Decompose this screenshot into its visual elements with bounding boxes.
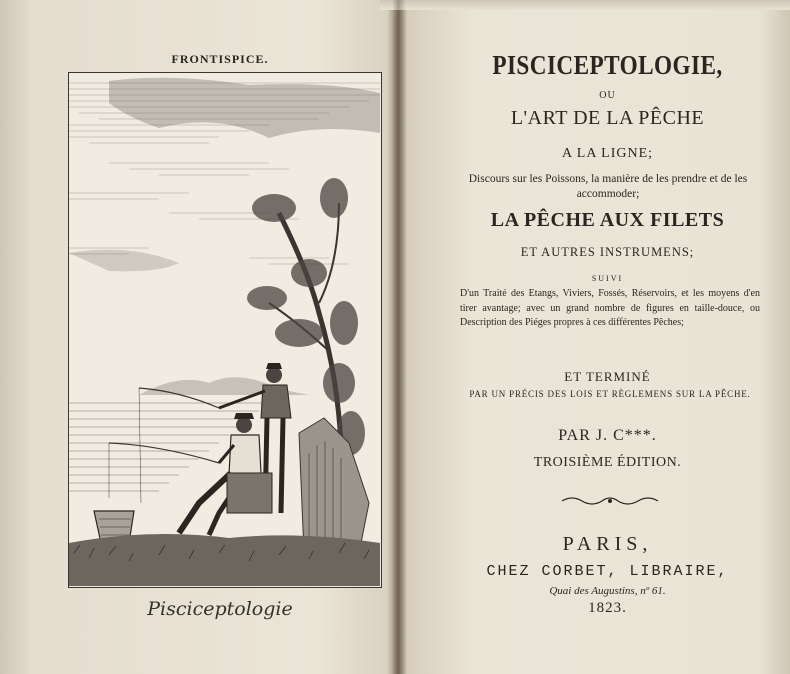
ornament-icon	[560, 495, 660, 507]
imprint-publisher: CHEZ CORBET, LIBRAIRE,	[486, 563, 729, 580]
subtitle-line2: A LA LIGNE;	[561, 146, 654, 161]
frontispiece-caption: Pisciceptologie	[147, 598, 293, 620]
discours-text: Discours sur les Poissons, la manière de les prendre et de les accommoder;	[468, 173, 748, 200]
title-page	[405, 0, 790, 674]
termine-label: ET TERMINÉ	[564, 369, 651, 384]
edition-line: TROISIÈME ÉDITION.	[533, 455, 682, 470]
frontispiece-plate	[68, 72, 382, 588]
frontispice-label: FRONTISPICE.	[171, 52, 269, 66]
book-title: PISCICEPTOLOGIE,	[492, 50, 723, 80]
autres-instrumens: ET AUTRES INSTRUMENS;	[520, 245, 695, 259]
book-gutter	[392, 0, 406, 674]
imprint-address: Quai des Augustins, nº 61.	[549, 585, 666, 597]
author-line: PAR J. C***.	[558, 427, 657, 444]
imprint-city: PARIS,	[562, 533, 653, 555]
subtitle: L'ART DE LA PÊCHE	[510, 107, 705, 129]
title-ou: OU	[599, 90, 616, 101]
imprint-year: 1823.	[588, 600, 627, 616]
engraving-icon	[69, 73, 380, 586]
suivi-label: SUIVI	[591, 274, 624, 283]
precis-text: PAR UN PRÉCIS DES LOIS ET RÈGLEMENS SUR LA PÊCHE.	[469, 389, 751, 399]
peche-filets-heading: LA PÊCHE AUX FILETS	[490, 209, 725, 231]
traite-text: D'un Traité des Etangs, Viviers, Fossés, Réservoirs, et les moyens d'en tirer avantage; avec un grand nombre de figures en taille-douce, ou Description des Piéges propres à ces différentes Pêches;	[460, 288, 760, 328]
